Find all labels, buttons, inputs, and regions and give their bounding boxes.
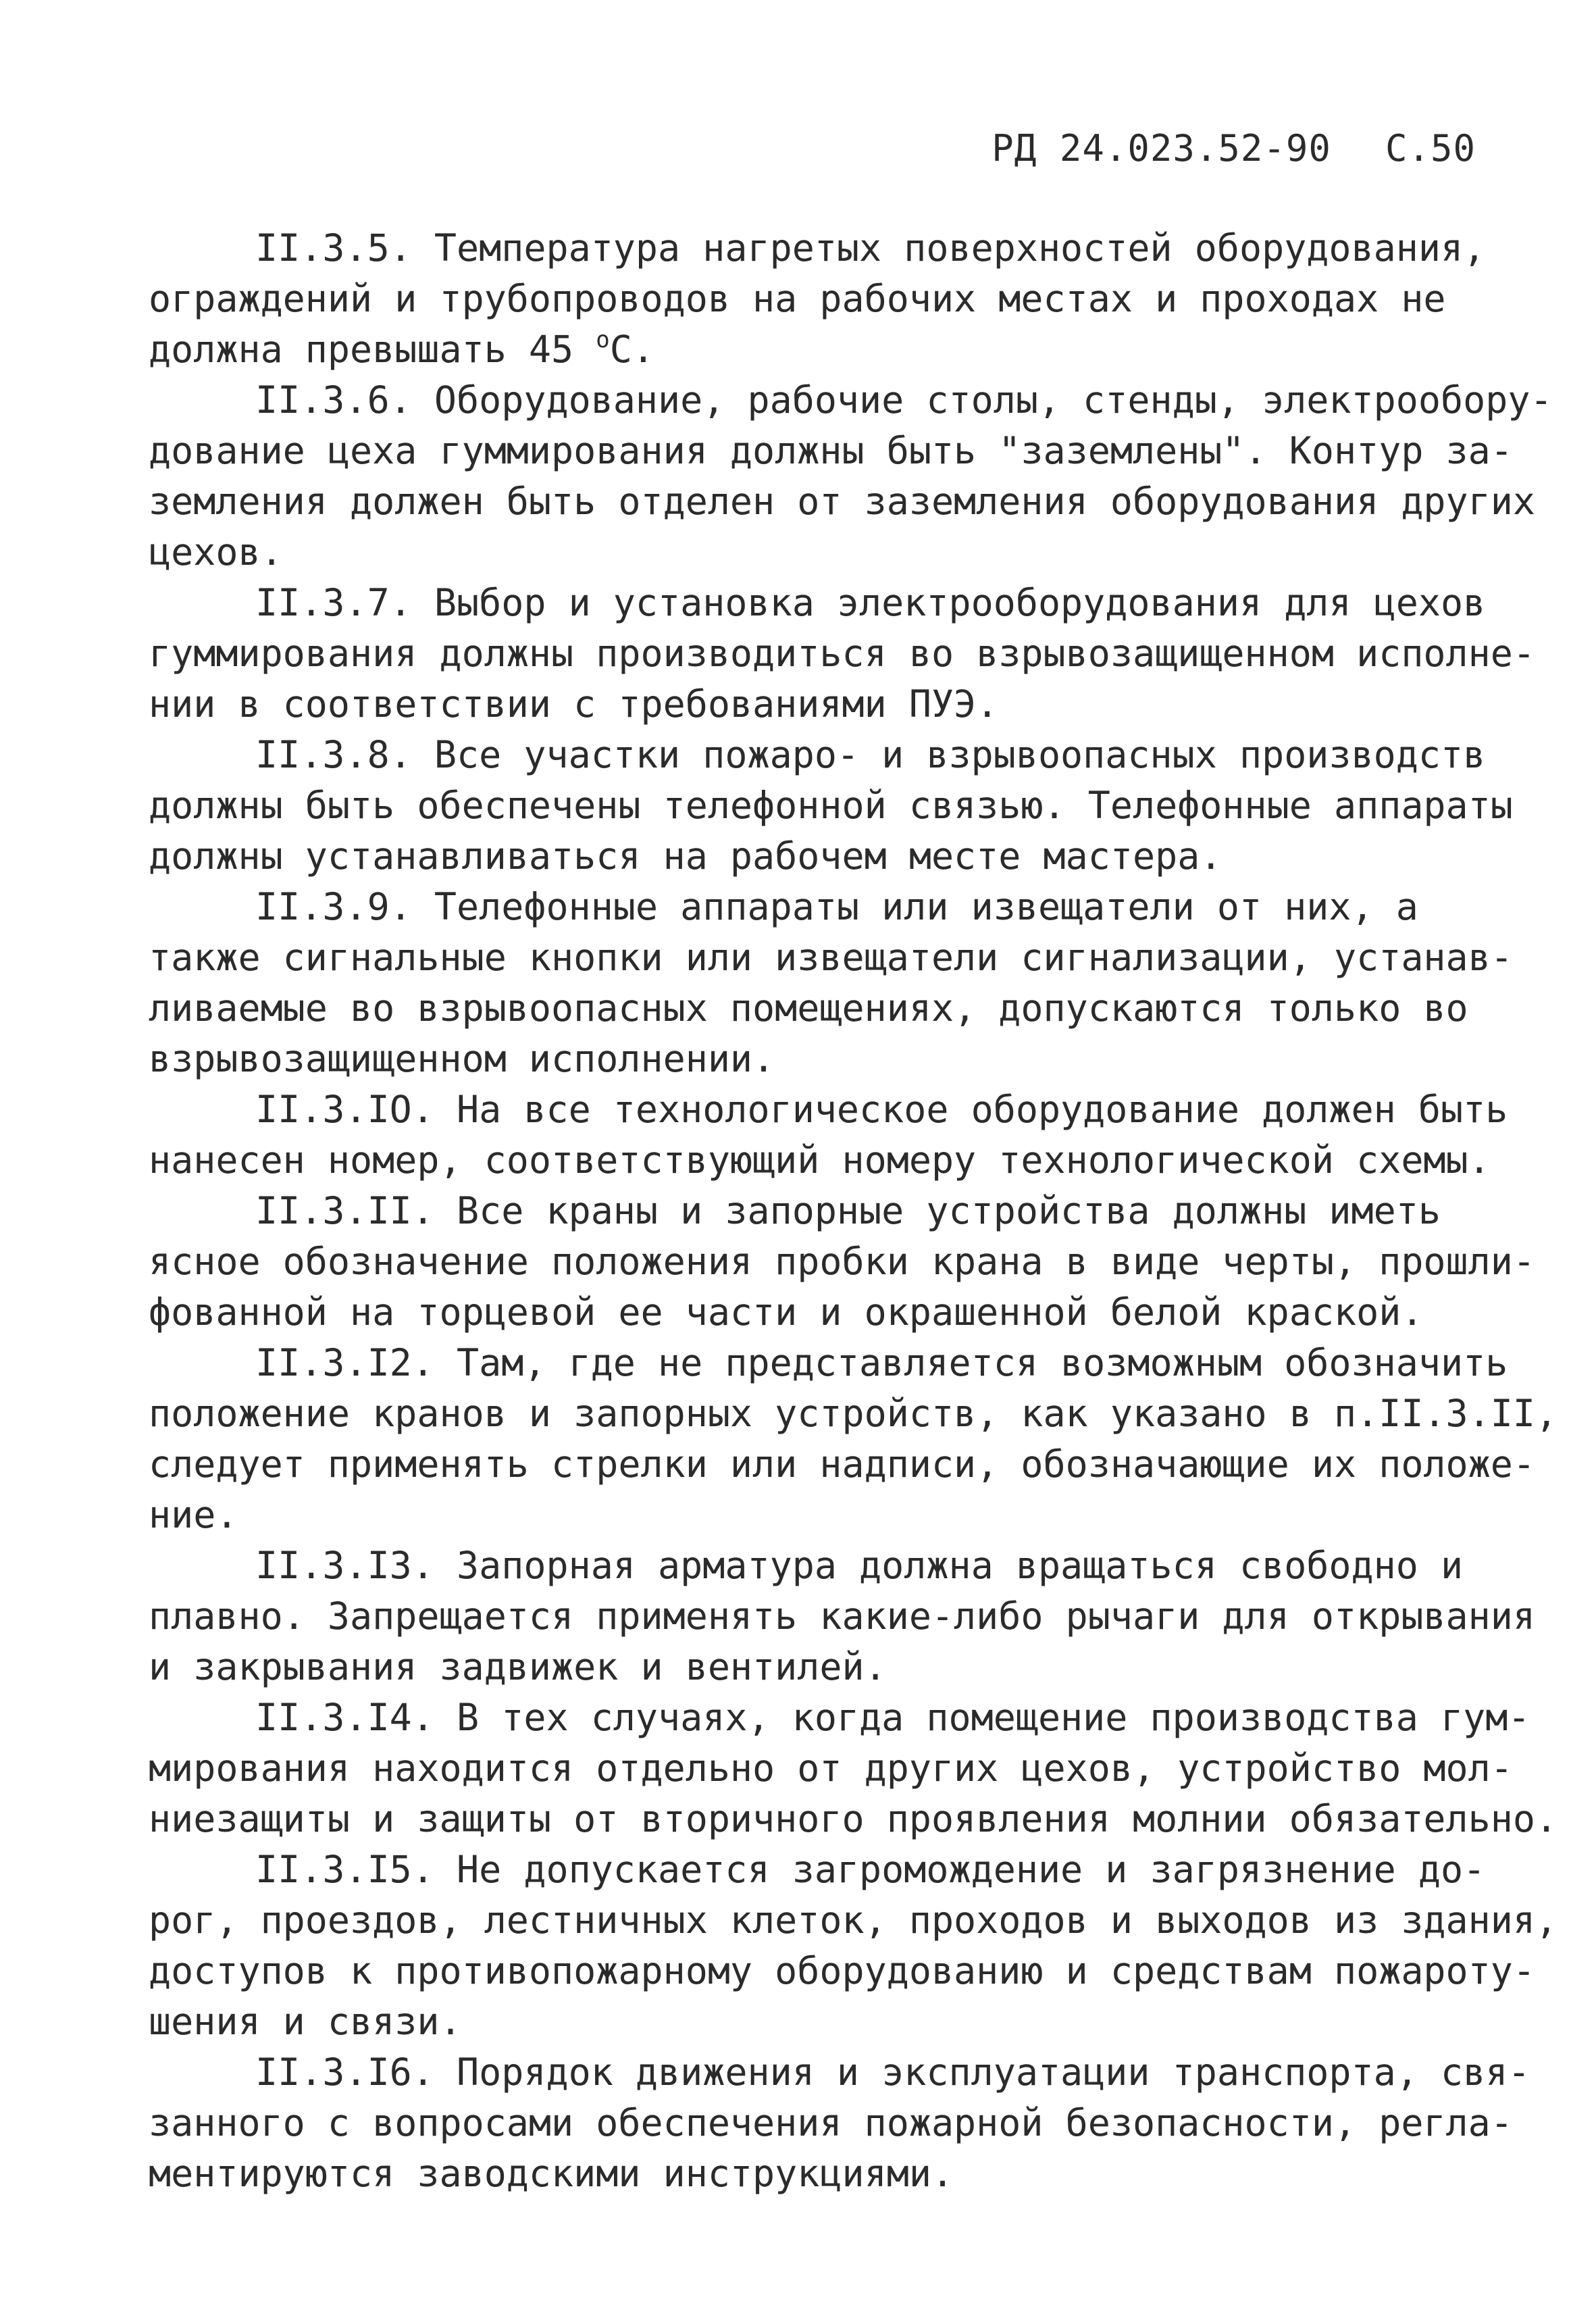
text-line: шения и связи. <box>149 2000 462 2043</box>
text-line: ясное обозначение положения пробки крана в виде черты, прошли- <box>149 1240 1535 1283</box>
text-line: и закрывания задвижек и вентилей. <box>149 1645 887 1688</box>
clause-first-line: II.3.IO. На все технологическое оборудование должен быть <box>255 1088 1508 1131</box>
text-line: плавно. Запрещается применять какие-либо рычаги для открывания <box>149 1594 1535 1638</box>
text-line: должны быть обеспечены телефонной связью. Телефонные аппараты <box>149 784 1513 827</box>
page-header <box>992 127 1476 170</box>
text-line: взрывозащищенном исполнении. <box>149 1037 775 1080</box>
text-line: доступов к противопожарному оборудованию и средствам пожароту- <box>149 1949 1535 1992</box>
text-line: положение кранов и запорных устройств, как указано в п.II.3.II, <box>149 1392 1558 1435</box>
document-body <box>149 223 1558 2199</box>
text-line: мирования находится отдельно от других цехов, устройство мол- <box>149 1746 1513 1790</box>
text-line: нии в соответствии с требованиями ПУЭ. <box>149 682 999 726</box>
text-line: дование цеха гуммирования должны быть "заземлены". Контур за- <box>149 429 1513 472</box>
text-line: следует применять стрелки или надписи, обозначающие их положе- <box>149 1442 1535 1486</box>
text-line: гуммирования должны производиться во взрывозащищенном исполне- <box>149 632 1535 675</box>
clause-first-line: II.3.5. Температура нагретых поверхностей оборудования, <box>255 226 1486 270</box>
text-line: ментируются заводскими инструкциями. <box>149 2152 954 2195</box>
clause-first-line: II.3.I6. Порядок движения и эксплуатации транспорта, свя- <box>255 2051 1530 2094</box>
document-code: РД 24.023.52-90 <box>992 127 1331 170</box>
text-line: ниезащиты и защиты от вторичного проявления молнии обязательно. <box>149 1797 1558 1840</box>
text-line: фованной на торцевой ее части и окрашенной белой краской. <box>149 1290 1424 1334</box>
clause-first-line: II.3.6. Оборудование, рабочие столы, стенды, электрообору- <box>255 378 1553 422</box>
clause-first-line: II.3.II. Все краны и запорные устройства должны иметь <box>255 1189 1441 1232</box>
text-line: земления должен быть отделен от заземления оборудования других <box>149 480 1535 523</box>
clause-first-line: II.3.I4. В тех случаях, когда помещение производства гум- <box>255 1696 1530 1739</box>
text-line: цехов. <box>149 530 283 574</box>
text-line: ние. <box>149 1493 238 1536</box>
clause-first-line: II.3.9. Телефонные аппараты или извещатели от них, а <box>255 885 1418 928</box>
text-line: также сигнальные кнопки или извещатели сигнализации, устанав- <box>149 936 1513 979</box>
text-line: должны устанавливаться на рабочем месте мастера. <box>149 834 1222 878</box>
text-line: рог, проездов, лестничных клеток, проходов и выходов из здания, <box>149 1898 1558 1942</box>
clause-first-line: II.3.7. Выбор и установка электрооборудования для цехов <box>255 581 1486 624</box>
text-line: нанесен номер, соответствующий номеру технологической схемы. <box>149 1138 1491 1182</box>
clause-first-line: II.3.I2. Там, где не представляется возможным обозначить <box>255 1341 1508 1384</box>
text-line: должна превышать 45 $^o$С. <box>149 326 654 371</box>
clause-first-line: II.3.I3. Запорная арматура должна вращаться свободно и <box>255 1544 1464 1587</box>
text-line: занного с вопросами обеспечения пожарной безопасности, регла- <box>149 2101 1513 2144</box>
degree-mark: o <box>596 326 610 353</box>
clause-first-line: II.3.I5. Не допускается загромождение и загрязнение до- <box>255 1848 1486 1891</box>
clause-first-line: II.3.8. Все участки пожаро- и взрывоопасных производств <box>255 733 1486 776</box>
page-number: С.50 <box>1385 127 1476 170</box>
text-line: ливаемые во взрывоопасных помещениях, допускаются только во <box>149 986 1468 1030</box>
text-line: ограждений и трубопроводов на рабочих местах и проходах не <box>149 277 1446 320</box>
